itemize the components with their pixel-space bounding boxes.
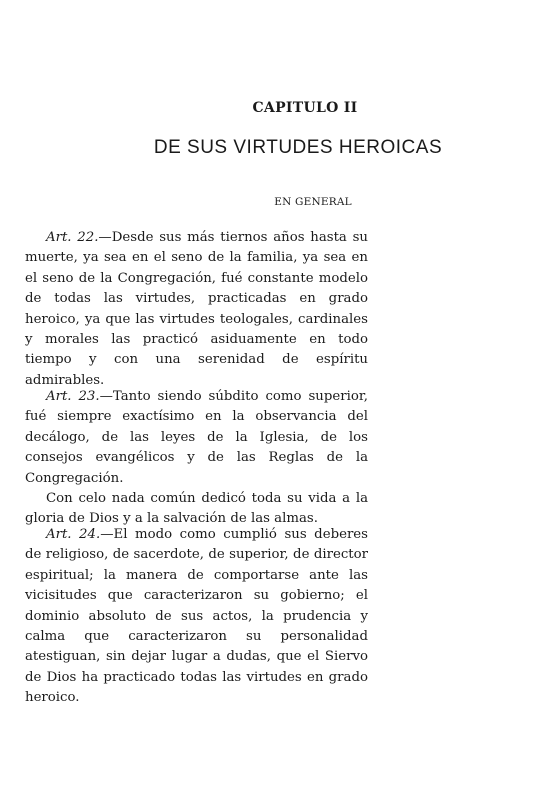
article-23 <box>25 387 368 530</box>
article-22 <box>25 228 368 391</box>
article-text: Con celo nada común dedicó toda su vida a la gloria de Dios y a la salvación de las almas. <box>25 491 368 527</box>
chapter-title: DE SUS VIRTUDES HEROICAS <box>153 137 443 158</box>
article-paragraph <box>25 489 368 530</box>
chapter-label: CAPITULO II <box>252 100 358 116</box>
article-label: Art. 23. <box>46 389 100 404</box>
article-text: —Desde sus más tiernos años hasta su muerte, ya sea en el seno de la familia, ya sea en el seno de la Congregación, fué constante modelo de todas las virtudes, practicadas en grado heroico, ya que las virtudes teologales, cardinales y morales las practicó asiduamente en todo tiempo y con una serenidad de espíritu admirables. <box>25 230 368 388</box>
article-paragraph <box>25 525 368 709</box>
section-heading: EN GENERAL <box>274 196 352 208</box>
article-label: Art. 24. <box>46 527 101 542</box>
article-label: Art. 22. <box>46 230 99 245</box>
article-24 <box>25 525 368 709</box>
article-paragraph <box>25 387 368 489</box>
article-paragraph <box>25 228 368 391</box>
article-text: —El modo como cumplió sus deberes de religioso, de sacerdote, de superior, de director espiritual; la manera de comportarse ante las vicisitudes que caracterizaron su gobierno; el dominio absoluto de sus actos, la prudencia y calma que caracterizaron su personalidad atestiguan, sin dejar lugar a dudas, que el Siervo de Dios ha practicado todas las virtudes en grado heroico. <box>25 527 368 706</box>
article-text: —Tanto siendo súbdito como superior, fué siempre exactísimo en la observancia del decálogo, de las leyes de la Iglesia, de los consejos evangélicos y de las Reglas de la Congregación. <box>25 389 368 486</box>
